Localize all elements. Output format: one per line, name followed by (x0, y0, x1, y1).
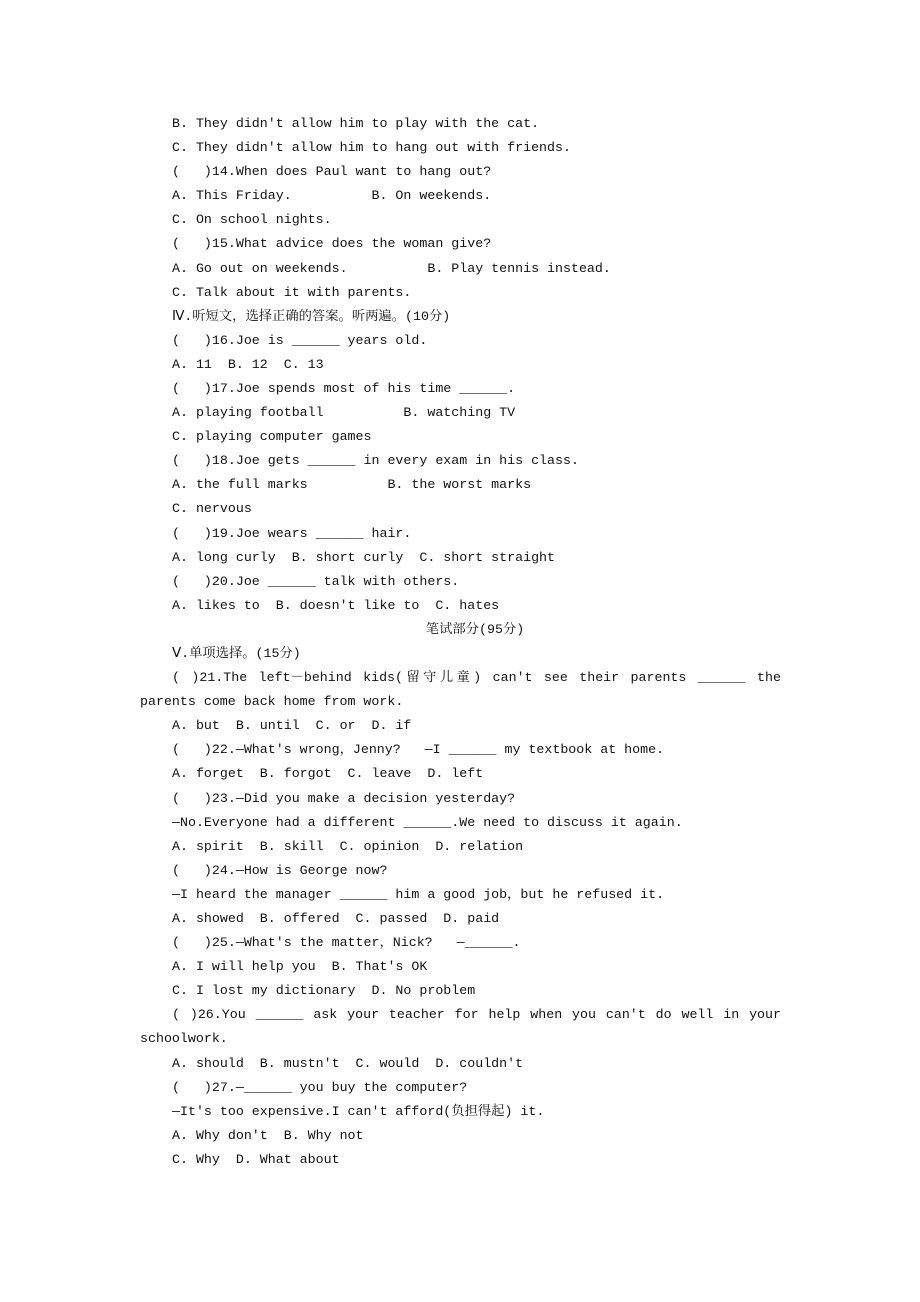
text-line: A. Why don't B. Why not (172, 1127, 364, 1143)
text-line: A. playing football B. watching TV (172, 405, 516, 421)
text-line: C. On school nights. (172, 212, 332, 228)
text-line: ( )24.—How is George now? (172, 862, 388, 878)
text-line: ( )20.Joe ______ talk with others. (172, 573, 460, 589)
section-heading: Ⅴ.单项选择。(15分) (172, 645, 301, 661)
text-line: ( )26.You ______ ask your teacher for help when you can't do well in your (172, 1007, 781, 1023)
text-line: ( )21.The left－behind kids(留守儿童) can't see their parents ______ the (172, 670, 781, 686)
text-line: A. forget B. forgot C. leave D. left (172, 766, 484, 782)
text-line: ( )22.—What's wrong，Jenny? —I ______ my textbook at home. (172, 742, 665, 758)
text-line: ( )16.Joe is ______ years old. (172, 332, 428, 348)
text-line: A. spirit B. skill C. opinion D. relation (172, 838, 524, 854)
text-line: A. but B. until C. or D. if (172, 718, 412, 734)
text-line: —No.Everyone had a different ______.We need to discuss it again. (172, 814, 683, 830)
text-line: A. should B. mustn't C. would D. couldn't (172, 1055, 524, 1071)
text-line: ( )18.Joe gets ______ in every exam in his class. (172, 453, 579, 469)
text-line: C. Why D. What about (172, 1151, 340, 1167)
section-heading: Ⅳ.听短文，选择正确的答案。听两遍。(10分) (172, 308, 451, 324)
text-line: ( )17.Joe spends most of his time ______. (172, 380, 516, 396)
text-line: C. I lost my dictionary D. No problem (172, 983, 476, 999)
text-line: —I heard the manager ______ him a good job，but he refused it. (172, 886, 665, 902)
text-line: C. playing computer games (172, 429, 372, 445)
text-line: A. showed B. offered C. passed D. paid (172, 910, 500, 926)
text-line: A. likes to B. doesn't like to C. hates (172, 597, 500, 613)
text-line: C. They didn't allow him to hang out with friends. (172, 140, 571, 156)
text-line: ( )23.—Did you make a decision yesterday? (172, 790, 516, 806)
text-line: parents come back home from work. (140, 694, 404, 710)
text-line: C. Talk about it with parents. (172, 284, 412, 300)
text-line: A. Go out on weekends. B. Play tennis instead. (172, 260, 611, 276)
text-line: ( )19.Joe wears ______ hair. (172, 525, 412, 541)
text-line: C. nervous (172, 501, 252, 517)
text-line: A. long curly B. short curly C. short straight (172, 549, 556, 565)
text-line: A. I will help you B. That's OK (172, 959, 428, 975)
section-heading: 笔试部分(95分) (425, 621, 525, 637)
text-line: schoolwork. (140, 1031, 228, 1047)
text-line: A. the full marks B. the worst marks (172, 477, 532, 493)
text-line: ( )14.When does Paul want to hang out? (172, 164, 492, 180)
text-line: A. This Friday. B. On weekends. (172, 188, 492, 204)
text-line: B. They didn't allow him to play with the cat. (172, 116, 540, 131)
text-line: ( )15.What advice does the woman give? (172, 236, 492, 252)
text-line: ( )27.—______ you buy the computer? (172, 1079, 468, 1095)
text-line: ( )25.—What's the matter，Nick? —______. (172, 935, 521, 951)
text-line: —It's too expensive.I can't afford(负担得起) it. (172, 1103, 545, 1119)
text-line: A. 11 B. 12 C. 13 (172, 356, 324, 372)
